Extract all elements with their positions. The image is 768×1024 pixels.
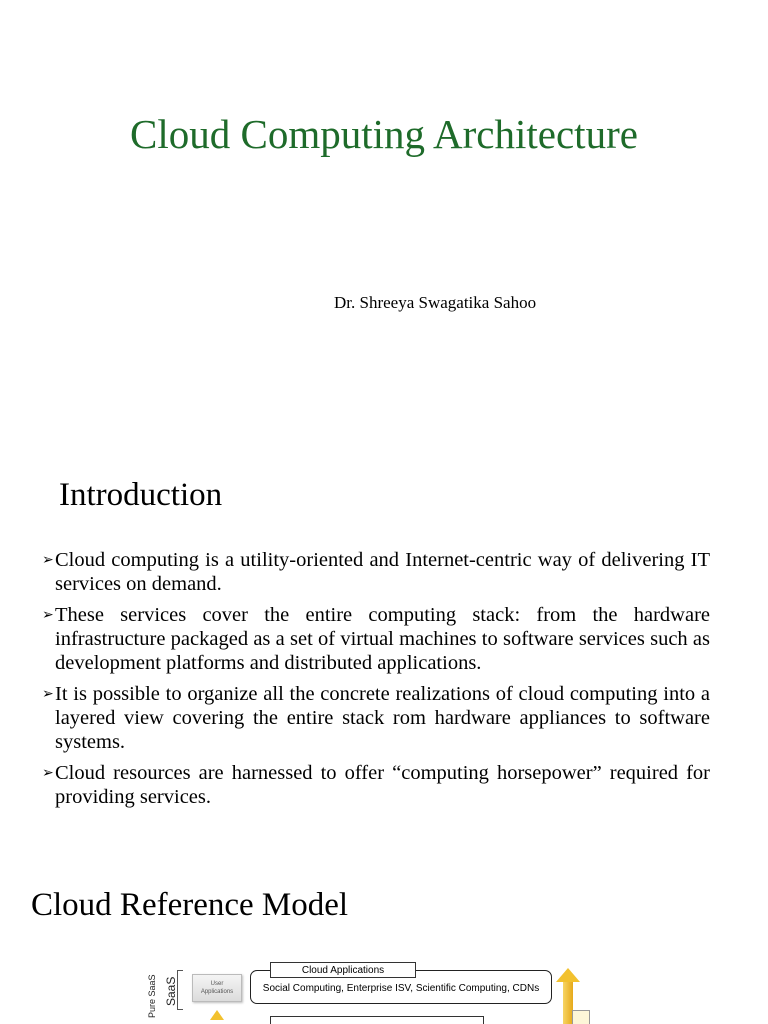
next-layer-box [270, 1016, 484, 1024]
introduction-heading: Introduction [59, 477, 223, 513]
cloud-reference-model-heading: Cloud Reference Model [31, 887, 349, 923]
cloud-reference-model-diagram [140, 960, 600, 1024]
introduction-slide [0, 432, 768, 864]
list-item [42, 682, 710, 754]
introduction-bullet-list [42, 548, 710, 816]
pure-saas-label: Pure SaaS [147, 974, 157, 1018]
user-applications-label: User Applications [200, 981, 234, 995]
cloud-reference-model-slide [0, 864, 768, 1024]
user-applications-box [192, 974, 242, 1002]
arrowhead-bullet-icon: ➢ [42, 607, 54, 623]
list-item [42, 761, 710, 809]
bullet-text: Cloud resources are harnessed to offer “computing horsepower” required for providing services. [55, 762, 710, 808]
title-slide [0, 0, 768, 432]
bullet-text: Cloud computing is a utility-oriented and Internet-centric way of delivering IT services on demand. [55, 549, 710, 595]
arrowhead-bullet-icon: ➢ [42, 552, 54, 568]
list-item [42, 548, 710, 596]
list-item [42, 603, 710, 675]
side-panel-box [572, 1010, 590, 1024]
bullet-text: These services cover the entire computing stack: from the hardware infrastructure packaged as a set of virtual machines to software services such as development platforms and distributed applications. [55, 604, 710, 674]
bullet-text: It is possible to organize all the concrete realizations of cloud computing into a layered view covering the entire stack rom hardware appliances to software systems. [55, 683, 710, 753]
arrowhead-bullet-icon: ➢ [42, 686, 54, 702]
arrowhead-bullet-icon: ➢ [42, 765, 54, 781]
cloud-applications-items: Social Computing, Enterprise ISV, Scientific Computing, CDNs [262, 983, 540, 994]
author-name: Dr. Shreeya Swagatika Sahoo [334, 293, 537, 312]
up-arrow-icon [556, 968, 580, 982]
saas-bracket [177, 970, 183, 1010]
cloud-applications-tab: Cloud Applications [270, 962, 416, 978]
saas-label: SaaS [164, 976, 178, 1006]
up-arrow-icon [210, 1010, 224, 1020]
slide-title: Cloud Computing Architecture [130, 111, 638, 157]
